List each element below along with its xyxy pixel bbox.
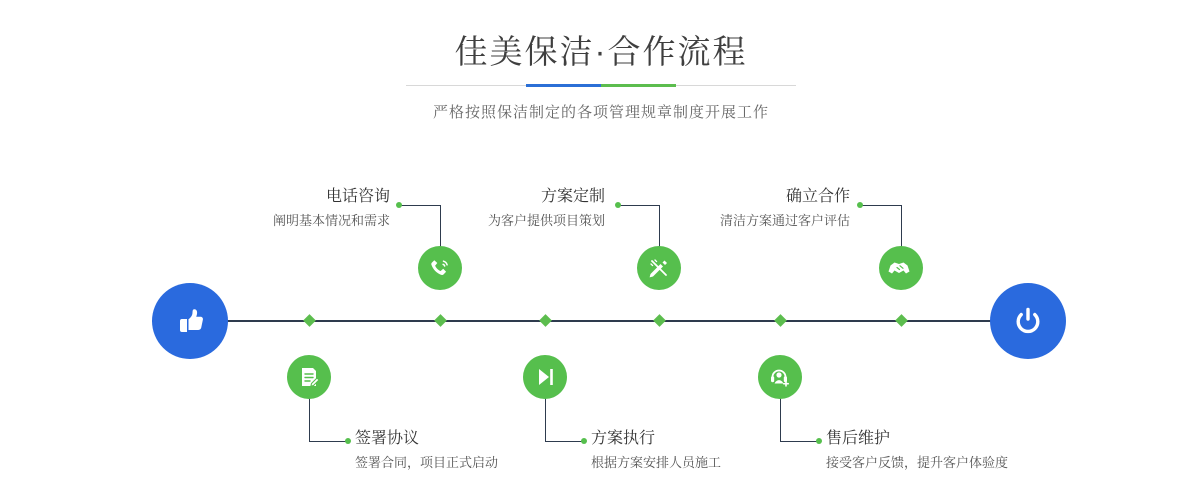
step-title: 方案执行	[591, 430, 656, 447]
handshake-icon	[888, 255, 914, 281]
axis-marker	[895, 314, 908, 327]
connector-endpoint-dot	[615, 202, 621, 208]
step-label-2	[355, 428, 585, 473]
connector-horizontal	[860, 205, 901, 206]
step-desc: 签署合同，项目正式启动	[355, 455, 499, 470]
step-label-4	[591, 428, 831, 473]
connector-endpoint-dot	[345, 438, 351, 444]
title-divider	[406, 84, 796, 87]
connector-endpoint-dot	[581, 438, 587, 444]
divider-accent-blue	[526, 84, 601, 87]
connector-endpoint-dot	[816, 438, 822, 444]
play-forward-icon	[532, 364, 558, 390]
timeline-axis	[152, 320, 1062, 322]
header	[0, 30, 1202, 122]
connector-vertical	[545, 398, 546, 441]
step-label-3	[420, 186, 605, 231]
step-label-5	[660, 186, 850, 231]
step-icon-node-5	[879, 246, 923, 290]
step-icon-node-4	[523, 355, 567, 399]
step-desc: 根据方案安排人员施工	[591, 455, 722, 470]
axis-marker	[303, 314, 316, 327]
axis-marker	[539, 314, 552, 327]
connector-horizontal	[545, 441, 585, 442]
connector-horizontal	[618, 205, 659, 206]
document-edit-icon	[296, 364, 322, 390]
phone-call-icon	[427, 255, 453, 281]
thumbs-up-icon	[170, 301, 210, 341]
flow-end-node	[990, 283, 1066, 359]
page-title: 佳美保洁·合作流程	[454, 33, 748, 70]
step-icon-node-1	[418, 246, 462, 290]
connector-endpoint-dot	[857, 202, 863, 208]
step-desc: 接受客户反馈，提升客户体验度	[826, 455, 1009, 470]
step-icon-node-6	[758, 355, 802, 399]
step-title: 售后维护	[826, 430, 891, 447]
step-title: 签署协议	[355, 430, 420, 447]
step-label-1	[205, 186, 390, 231]
connector-horizontal	[780, 441, 820, 442]
pencil-ruler-icon	[646, 255, 672, 281]
axis-marker	[434, 314, 447, 327]
step-title: 电话咨询	[325, 188, 390, 205]
customer-service-add-icon	[767, 364, 793, 390]
step-desc: 阐明基本情况和需求	[272, 213, 390, 228]
step-desc: 为客户提供项目策划	[487, 213, 605, 228]
step-title: 方案定制	[540, 188, 605, 205]
step-icon-node-3	[637, 246, 681, 290]
axis-marker	[653, 314, 666, 327]
power-icon	[1008, 301, 1048, 341]
connector-vertical	[901, 205, 902, 249]
connector-vertical	[780, 398, 781, 441]
step-label-6	[826, 428, 1086, 473]
step-icon-node-2	[287, 355, 331, 399]
page-subtitle: 严格按照保洁制定的各项管理规章制度开展工作	[432, 104, 769, 121]
connector-vertical	[309, 398, 310, 441]
connector-horizontal	[309, 441, 349, 442]
flow-start-node	[152, 283, 228, 359]
step-title: 确立合作	[785, 188, 850, 205]
connector-endpoint-dot	[396, 202, 402, 208]
axis-marker	[774, 314, 787, 327]
divider-accent-green	[601, 84, 676, 87]
step-desc: 清洁方案通过客户评估	[719, 213, 850, 228]
